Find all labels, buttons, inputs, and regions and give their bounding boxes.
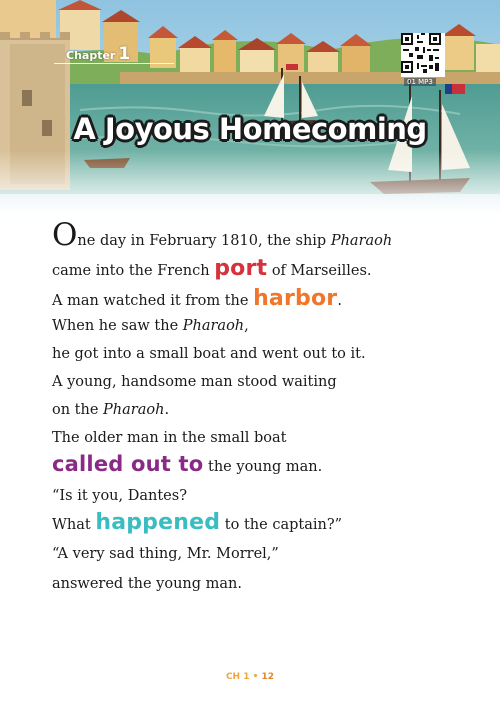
footer-separator: • [249, 672, 262, 682]
story-text: . [337, 293, 342, 309]
ship-name: Pharaoh [103, 402, 165, 418]
story-text: . [164, 402, 170, 418]
qr-code-icon[interactable] [401, 33, 445, 77]
story-line-3 [52, 286, 342, 311]
story-text: came into the French [52, 263, 215, 279]
page-number: 12 [261, 672, 275, 682]
footer-chapter: CH 1 [225, 672, 250, 682]
chapter-header-illustration [0, 0, 500, 215]
story-text: A man watched it from the [52, 293, 254, 309]
story-text: What [52, 517, 96, 533]
story-text: on the [52, 402, 104, 418]
vocab-word-port[interactable]: port [214, 256, 268, 281]
story-text: When he saw the [52, 318, 183, 334]
story-line-4 [52, 318, 249, 334]
ship-name: Pharaoh [182, 318, 245, 334]
story-line-6: A young, handsome man stood waiting [52, 374, 337, 390]
qr-code-graphic [401, 33, 441, 73]
vocab-word-happened[interactable]: happened [95, 510, 221, 535]
page-footer [0, 672, 500, 682]
vocab-phrase-called-out-to[interactable]: called out to [52, 452, 204, 476]
chapter-label [66, 44, 130, 64]
mp3-track-label: 01 MP3 [404, 78, 436, 86]
story-text: of Marseilles. [267, 263, 372, 279]
story-line-12: “A very sad thing, Mr. Morrel,” [52, 546, 279, 562]
drop-cap: O [52, 217, 78, 253]
story-text: to the captain?” [220, 517, 343, 533]
story-text: , [244, 318, 249, 334]
chapter-number: 1 [118, 44, 131, 64]
story-line-11 [52, 510, 342, 535]
story-line-9 [52, 452, 322, 476]
chapter-title: A Joyous Homecoming [73, 112, 427, 146]
story-line-10: “Is it you, Dantes? [52, 488, 187, 504]
ship-name: Pharaoh [330, 233, 393, 249]
story-text: the young man. [203, 459, 323, 475]
story-line-8: The older man in the small boat [52, 430, 287, 446]
story-line-2 [52, 256, 372, 281]
story-line-13: answered the young man. [52, 576, 243, 592]
story-line-1 [52, 217, 393, 253]
vocab-word-harbor[interactable]: harbor [253, 286, 338, 311]
story-line-5: he got into a small boat and went out to it. [52, 346, 366, 362]
story-line-7 [52, 402, 169, 418]
chapter-word: Chapter [66, 49, 116, 62]
story-text: ne day in February 1810, the ship [77, 233, 331, 249]
